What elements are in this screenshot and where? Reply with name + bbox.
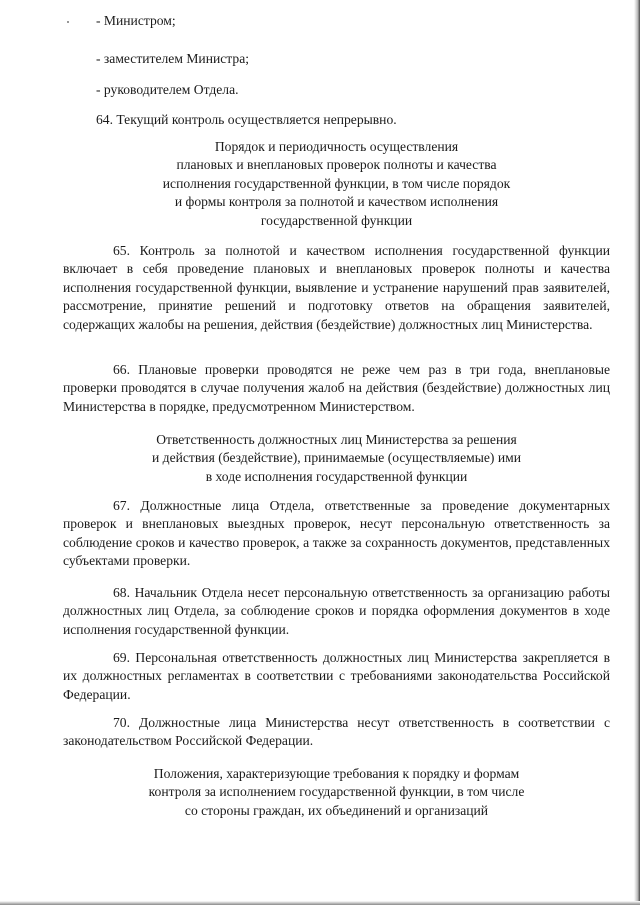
scan-edge-shadow bbox=[634, 0, 640, 905]
paragraph-70 bbox=[63, 714, 610, 751]
paragraph-65 bbox=[63, 242, 610, 334]
scan-bottom-edge bbox=[0, 901, 640, 905]
heading-line: в ходе исполнения государственной функции bbox=[205, 468, 468, 484]
paragraph-text: 65. Контроль за полнотой и качеством исполнения государственной функции включает в себя проведение плановых и внеплановых проверок полноты и качества исполнения государственной функции, выявление и устранение нарушений прав заявителей, рассмотрение, принятие решений и подготовку ответов на обращения заявителей, содержащих жалобы на решения, действия (бездействие) должностных лиц Министерства. bbox=[63, 243, 610, 332]
heading-line: и действия (бездействие), принимаемые (осуществляемые) ими bbox=[152, 450, 521, 466]
list-item: - заместителем Министра; bbox=[96, 51, 250, 66]
heading-line: государственной функции bbox=[260, 212, 413, 228]
heading-line: и формы контроля за полнотой и качеством исполнения bbox=[174, 194, 499, 210]
heading-line: плановых и внеплановых проверок полноты и качества bbox=[176, 157, 497, 173]
section-heading-control bbox=[63, 138, 610, 230]
paragraph-text: 66. Плановые проверки проводятся не реже чем раз в три года, внеплановые проверки проводятся в случае получения жалоб на действия (бездействие) должностных лиц Министерства в порядке, предусмотренном Министерством. bbox=[63, 362, 610, 414]
paragraph-67 bbox=[63, 497, 610, 571]
paragraph-64: 64. Текущий контроль осуществляется непрерывно. bbox=[96, 112, 397, 127]
heading-line: Порядок и периодичность осуществления bbox=[214, 139, 459, 154]
paragraph-text: 67. Должностные лица Отдела, ответственные за проведение документарных проверок и внеплановых выездных проверок, несут персональную ответственность за соблюдение сроков и качество проверок, а также за сохранность документов, представленных субъектами проверки. bbox=[63, 498, 610, 569]
heading-line: Положения, характеризующие требования к порядку и формам bbox=[153, 766, 520, 781]
paragraph-66 bbox=[63, 361, 610, 416]
scan-speck bbox=[67, 21, 69, 23]
list-item: - Министром; bbox=[96, 13, 176, 28]
heading-line: исполнения государственной функции, в том числе порядок bbox=[162, 175, 511, 191]
paragraph-text: 68. Начальник Отдела несет персональную ответственность за организацию работы должностных лиц Отдела, за соблюдение сроков и порядка оформления документов в ходе исполнения государственной функции. bbox=[63, 585, 610, 637]
section-heading-responsibility bbox=[63, 431, 610, 486]
heading-line: Ответственность должностных лиц Министерства за решения bbox=[156, 432, 517, 447]
paragraph-text: 69. Персональная ответственность должностных лиц Министерства закрепляется в их должностных регламентах в соответствии с требованиями законодательства Российской Федерации. bbox=[63, 650, 610, 702]
list-item: - руководителем Отдела. bbox=[96, 82, 239, 97]
paragraph-68 bbox=[63, 584, 610, 639]
paragraph-69 bbox=[63, 649, 610, 704]
paragraph-text: 70. Должностные лица Министерства несут ответственность в соответствии с законодательством Российской Федерации. bbox=[63, 715, 610, 749]
heading-line: со стороны граждан, их объединений и организаций bbox=[184, 802, 489, 818]
section-heading-provisions bbox=[63, 765, 610, 820]
heading-line: контроля за исполнением государственной функции, в том числе bbox=[148, 784, 525, 800]
